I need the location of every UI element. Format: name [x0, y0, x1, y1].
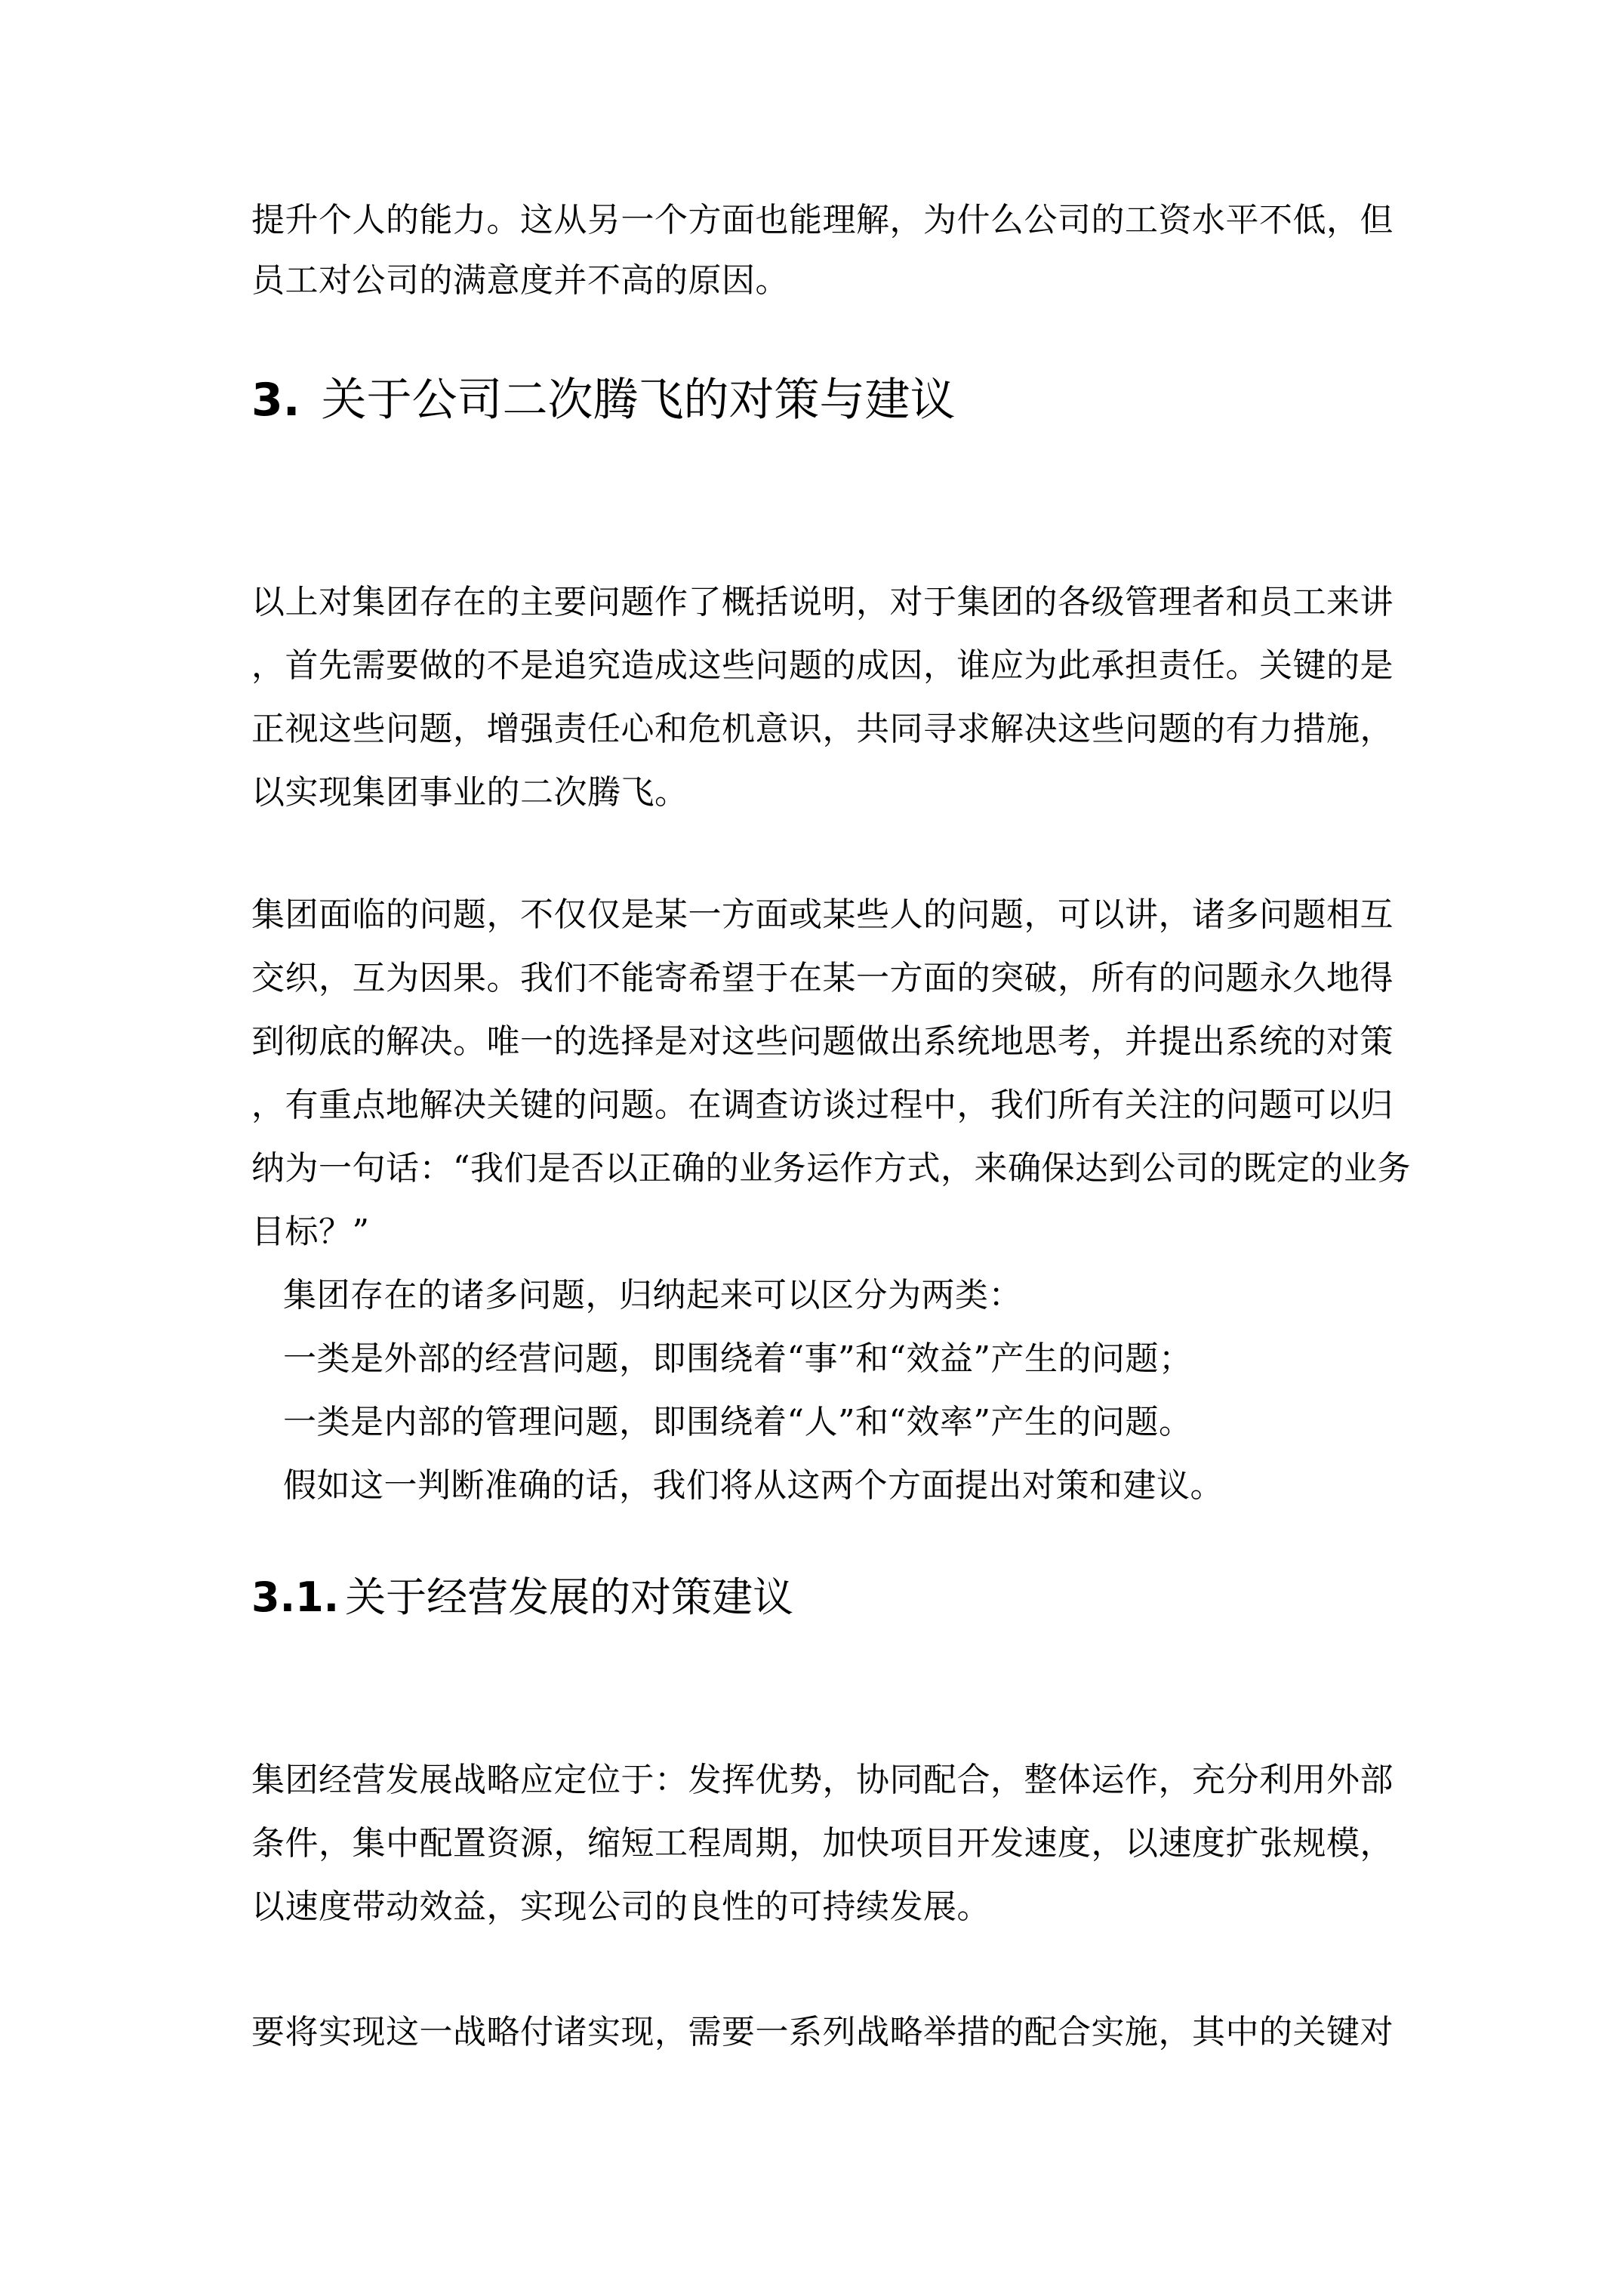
s31-p2-line-1: 要将实现这一战略付诸实现，需要一系列战略举措的配合实施，其中的关键对 [251, 2013, 1394, 2051]
section-3-title: 关于公司二次腾飞的对策与建议 [321, 374, 956, 427]
section-3-1-number: 3.1. [251, 1573, 340, 1621]
section-3-1-heading [251, 1570, 793, 1625]
s3-p2-line-2: 交织，互为因果。我们不能寄希望于在某一方面的突破，所有的问题永久地得 [251, 959, 1394, 997]
s3-indent-line-1: 集团存在的诸多问题，归纳起来可以区分为两类： [283, 1276, 1022, 1314]
section-3-1-title: 关于经营发展的对策建议 [345, 1573, 794, 1621]
s3-p2-line-3: 到彻底的解决。唯一的选择是对这些问题做出系统地思考，并提出系统的对策 [251, 1022, 1394, 1061]
s3-p2-line-5: 纳为一句话：“我们是否以正确的业务运作方式，来确保达到公司的既定的业务 [251, 1149, 1411, 1188]
s3-p1-line-3: 正视这些问题，增强责任心和危机意识，共同寻求解决这些问题的有力措施， [251, 710, 1394, 748]
s31-p1-line-3: 以速度带动效益，实现公司的良性的可持续发展。 [251, 1888, 990, 1926]
s3-p1-line-2: ，首先需要做的不是追究造成这些问题的成因，谁应为此承担责任。关键的是 [251, 646, 1394, 685]
s3-p1-line-4: 以实现集团事业的二次腾飞。 [251, 773, 688, 812]
s31-p1-line-1: 集团经营发展战略应定位于：发挥优势，协同配合，整体运作，充分利用外部 [251, 1761, 1394, 1799]
s3-p1-line-1: 以上对集团存在的主要问题作了概括说明，对于集团的各级管理者和员工来讲 [251, 583, 1394, 621]
intro-line-2: 员工对公司的满意度并不高的原因。 [251, 261, 789, 300]
s3-indent-line-4: 假如这一判断准确的话，我们将从这两个方面提出对策和建议。 [283, 1466, 1224, 1505]
section-3-number: 3. [251, 374, 300, 427]
intro-line-1: 提升个人的能力。这从另一个方面也能理解，为什么公司的工资水平不低，但 [251, 201, 1394, 239]
s3-indent-line-2: 一类是外部的经营问题，即围绕着“事”和“效益”产生的问题； [283, 1339, 1193, 1378]
s3-p2-line-6: 目标？” [251, 1213, 370, 1251]
s31-p1-line-2: 条件，集中配置资源，缩短工程周期，加快项目开发速度，以速度扩张规模， [251, 1824, 1394, 1863]
s3-p2-line-1: 集团面临的问题，不仅仅是某一方面或某些人的问题，可以讲，诸多问题相互 [251, 895, 1394, 934]
s3-p2-line-4: ，有重点地解决关键的问题。在调查访谈过程中，我们所有关注的问题可以归 [251, 1086, 1394, 1124]
section-3-heading [251, 370, 956, 430]
s3-indent-line-3: 一类是内部的管理问题，即围绕着“人”和“效率”产生的问题。 [283, 1403, 1193, 1441]
